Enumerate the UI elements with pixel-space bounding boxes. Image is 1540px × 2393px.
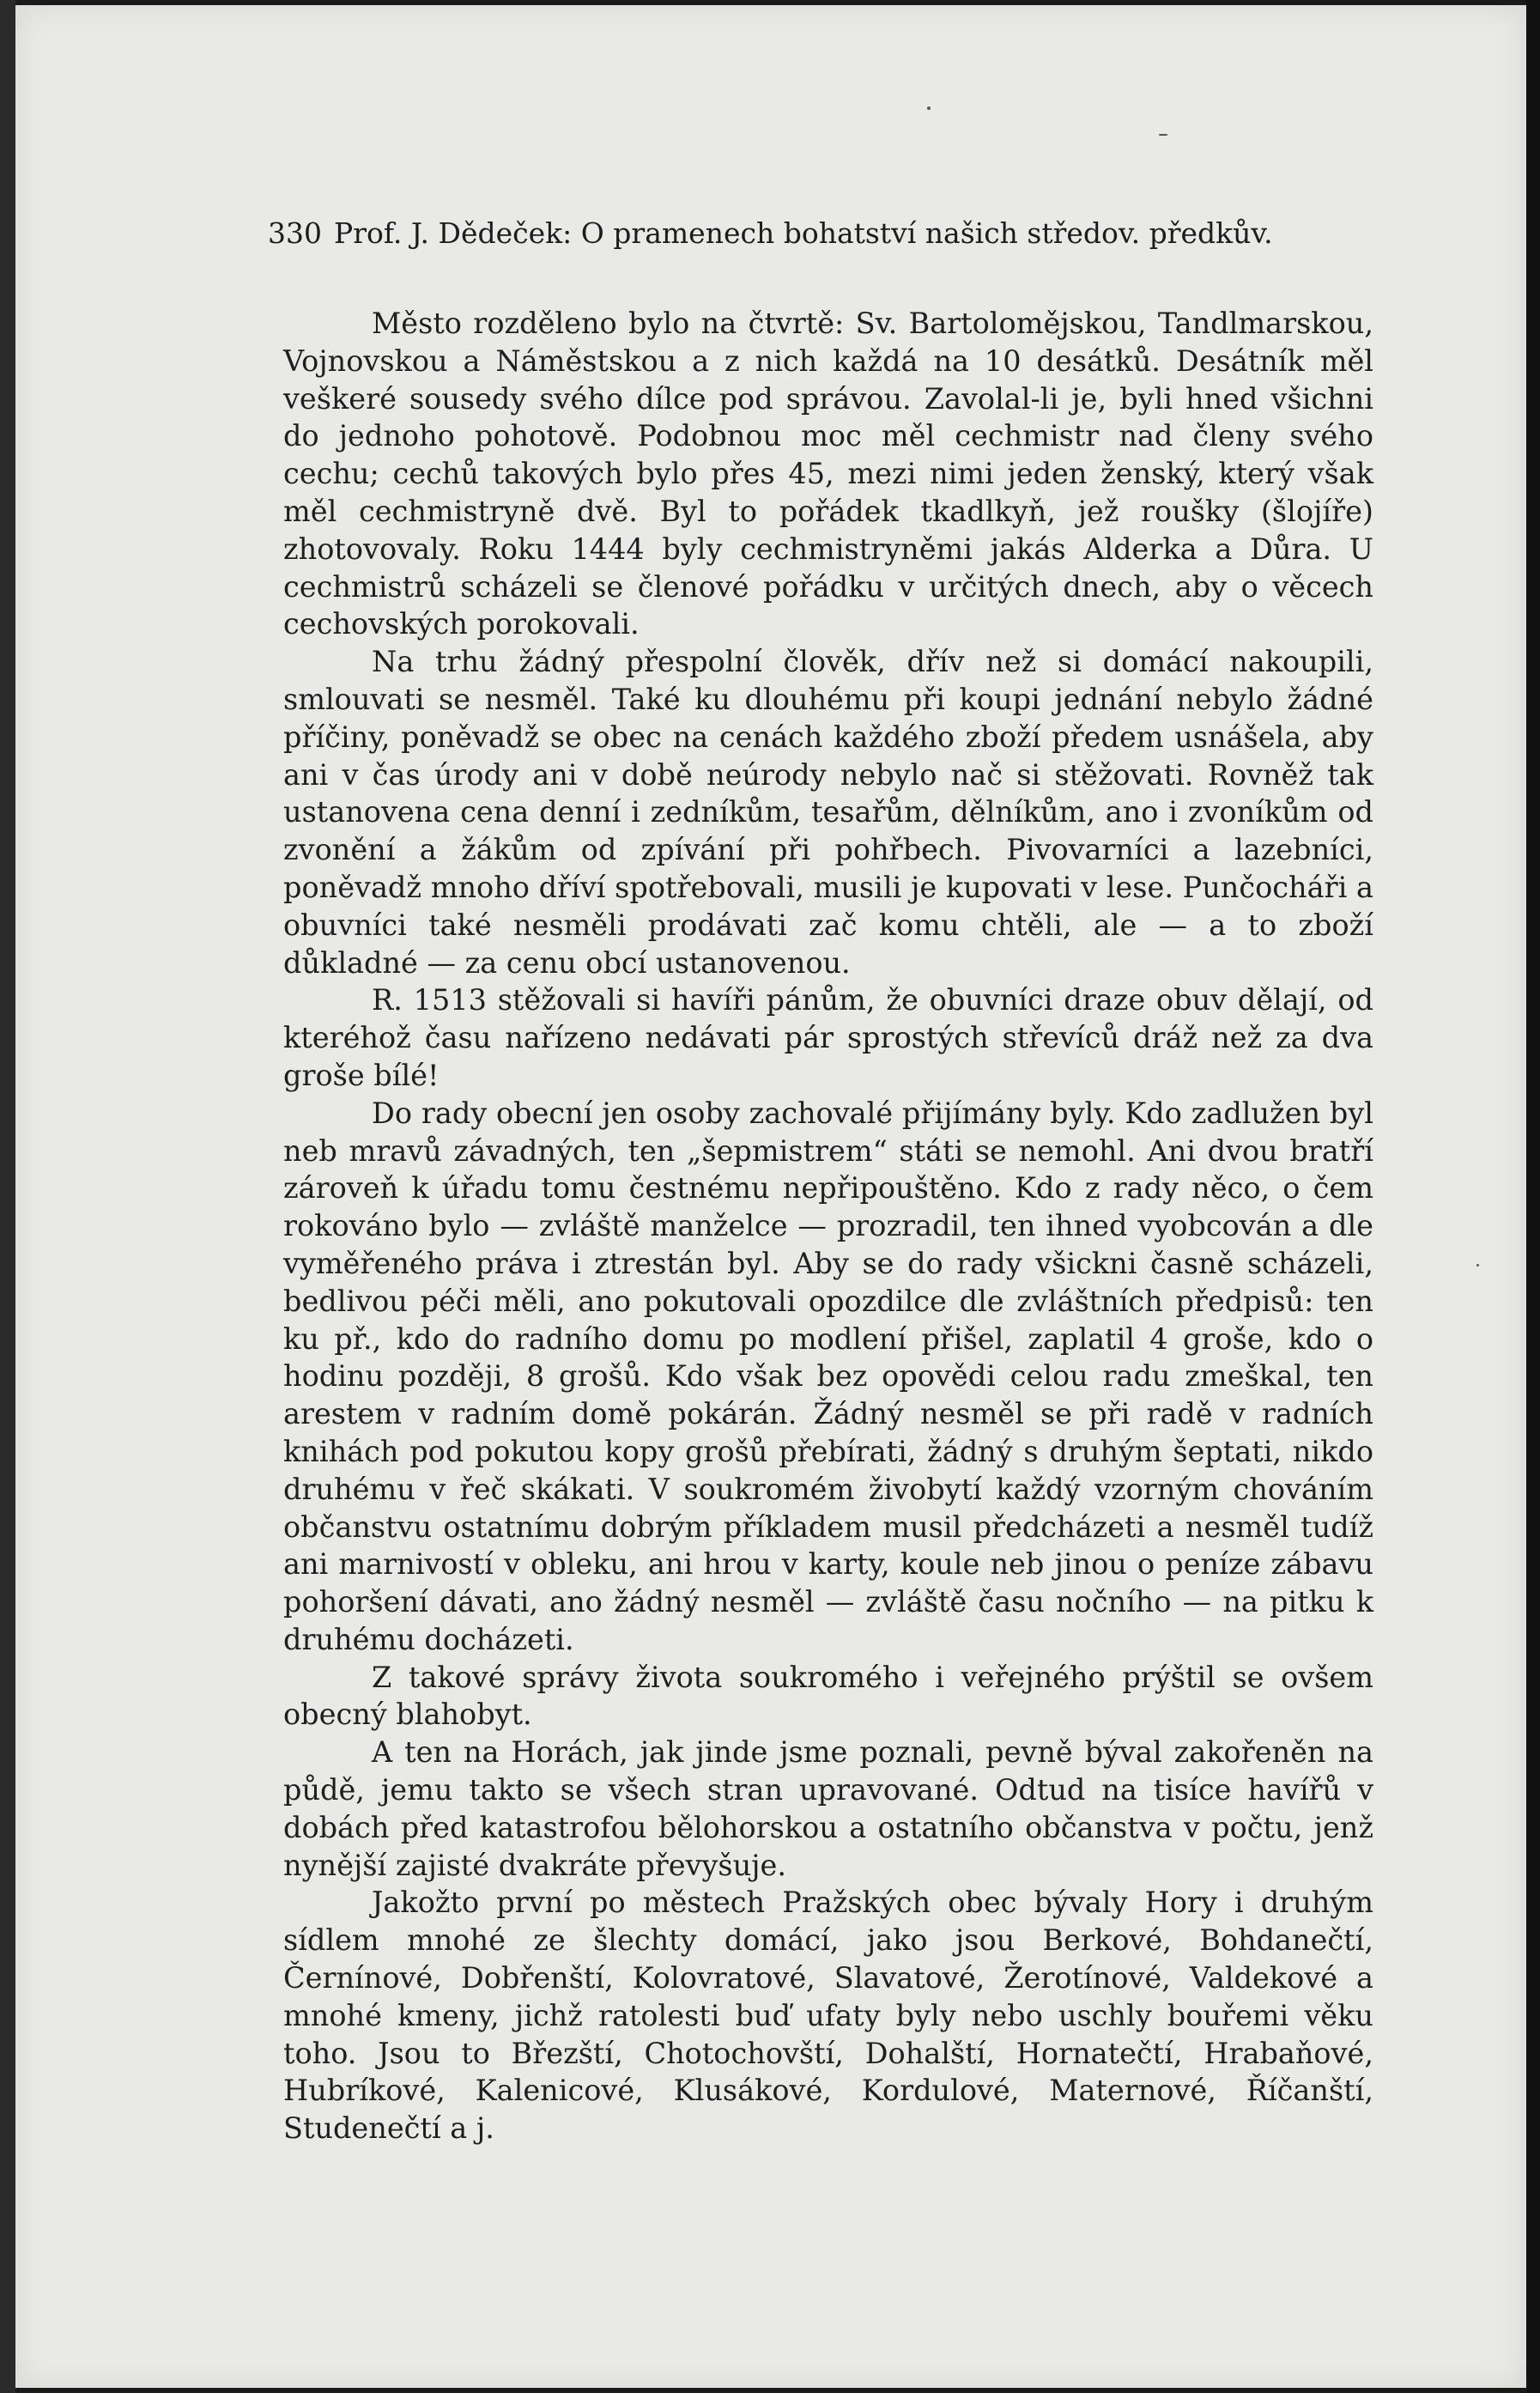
paragraph: A ten na Horách, jak jinde jsme poznali, pevně býval zakořeněn na půdě, jemu takto se všech stran upravované. Odtud na tisíce havířů v dobách před katastrofou bělohorskou a ostatního občanstva v počtu, jenž nynější zajisté dvakráte převyšuje. <box>283 1735 1373 1882</box>
scan-left-edge <box>0 0 15 2393</box>
paper-speck <box>1476 1264 1479 1266</box>
paper-speck <box>927 106 931 110</box>
scan-right-edge <box>1526 0 1540 2393</box>
body-text <box>283 305 1373 2147</box>
paragraph: Město rozděleno bylo na čtvrtě: Sv. Bartolomějskou, Tandlmarskou, Vojnovskou a Náměstskou a z nich každá na 10 desátků. Desátník měl veškeré sousedy svého dílce pod správou. Zavolal-li je, byli hned všichni do jednoho pohotově. Podobnou moc měl cechmistr nad členy svého cechu; cechů takových bylo přes 45, mezi nimi jeden ženský, který však měl cechmistryně dvě. Byl to pořádek tkadlkyň, jež roušky (šlojíře) zhotovovaly. Roku 1444 byly cechmistryněmi jakás Alderka a Důra. U cechmistrů scházeli se členové pořádku v určitých dnech, aby o věcech cechovských porokovali. <box>283 307 1373 641</box>
running-title: Prof. J. Dědeček: O pramenech bohatství našich středov. předkův. <box>334 216 1273 250</box>
paragraph: Jakožto první po městech Pražských obec bývaly Hory i druhým sídlem mnohé ze šlechty domácí, jako jsou Berkové, Bohdanečtí, Černínové, Dobřenští, Kolovratové, Slavatové, Žerotínové, Valdekové a mnohé kmeny, jichž ratolesti buď ufaty byly nebo uschly bouřemi věku toho. Jsou to Březští, Chotochovští, Dohalští, Hornatečtí, Hrabaňové, Hubríkové, Kalenicové, Klusákové, Kordulové, Maternové, Říčanští, Studenečtí a j. <box>283 1886 1373 2146</box>
paragraph: Do rady obecní jen osoby zachovalé přijímány byly. Kdo zadlužen byl neb mravů závadných, ten „šepmistrem“ státi se nemohl. Ani dvou bratří zároveň k úřadu tomu čestnému nepřipouštěno. Kdo z rady něco, o čem rokováno bylo — zvláště manželce — prozradil, ten ihned vyobcován a dle vyměřeného práva i ztrestán byl. Aby se do rady všickni časně scházeli, bedlivou péči měli, ano pokutovali opozdilce dle zvláštních předpisů: ten ku př., kdo do radního domu po modlení přišel, zaplatil 4 groše, kdo o hodinu později, 8 grošů. Kdo však bez opovědi celou radu zmeškal, ten arestem v radním domě pokárán. Žádný nesměl se při radě v radních knihách pod pokutou kopy grošů přebírati, žádný s druhým šeptati, nikdo druhému v řeč skákati. V soukromém živobytí každý vzorným chováním občanstvu ostatnímu dobrým příkladem musil předcházeti a nesměl tudíž ani marnivostí v obleku, ani hrou v karty, koule neb jinou o peníze zábavu pohoršení dávati, ano žádný nesměl — zvláště času nočního — na pitku k druhému docházeti. <box>283 1096 1373 1656</box>
paragraph: Na trhu žádný přespolní člověk, dřív než si domácí nakoupili, smlouvati se nesměl. Také ku dlouhému při koupi jednání nebylo žádné příčiny, poněvadž se obec na cenách každého zboží předem usnášela, aby ani v čas úrody ani v době neúrody nebylo nač si stěžovati. Rovněž tak ustanovena cena denní i zedníkům, tesařům, dělníkům, ano i zvoníkům od zvonění a žákům od zpívání při pohřbech. Pivovarníci a lazebníci, poněvadž mnoho dříví spotřebovali, musili je kupovati v lese. Punčocháři a obuvníci také nesměli prodávati zač komu chtěli, ale — a to zboží důkladné — za cenu obcí ustanovenou. <box>283 645 1373 980</box>
paragraph: Z takové správy života soukromého i veřejného prýštil se ovšem obecný blahobyt. <box>283 1660 1373 1732</box>
page-number: 330 <box>268 216 322 250</box>
running-header <box>268 216 1384 250</box>
paragraph: R. 1513 stěžovali si havíři pánům, že obuvníci draze obuv dělají, od kteréhož času nařízeno nedávati pár sprostých střevíců dráž než za dva groše bílé! <box>283 983 1373 1092</box>
paper-speck <box>1159 134 1167 136</box>
